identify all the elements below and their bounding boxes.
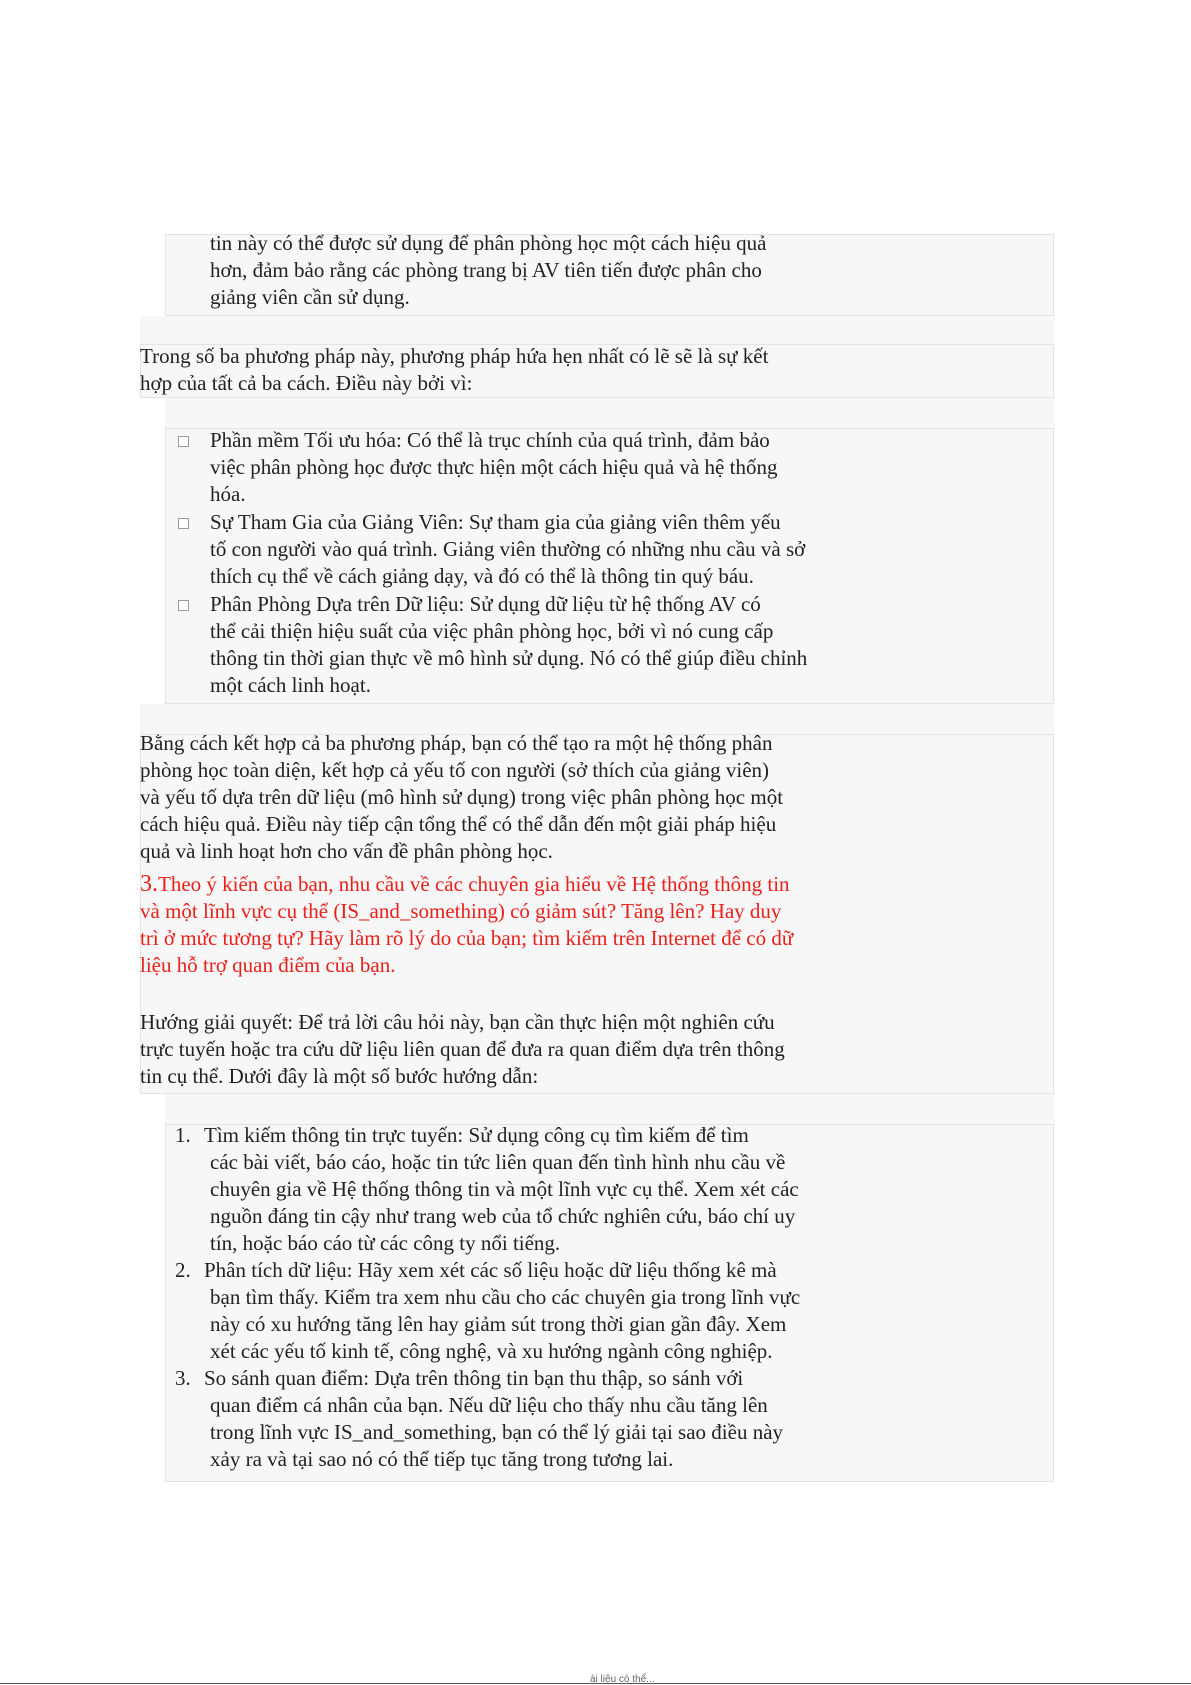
step-number: 3. [175,1366,191,1390]
text-line: Phần mềm Tối ưu hóa: Có thể là trục chính của quá trình, đảm bảo [210,428,770,452]
text-line: xảy ra và tại sao nó có thể tiếp tục tăng trong tương lai. [210,1447,674,1471]
text-line: bạn tìm thấy. Kiểm tra xem nhu cầu cho các chuyên gia trong lĩnh vực [210,1285,801,1309]
step-number: 2. [175,1258,191,1282]
square-bullet-icon [178,600,189,611]
text-line: trong lĩnh vực IS_and_something, bạn có thể lý giải tại sao điều này [210,1420,784,1444]
text-line: quả và linh hoạt hơn cho vấn đề phân phòng học. [140,839,553,863]
text-line: hóa. [210,482,246,506]
text-line: nguồn đáng tin cậy như trang web của tổ chức nghiên cứu, báo chí uy [210,1204,796,1228]
text-line: Trong số ba phương pháp này, phương pháp hứa hẹn nhất có lẽ sẽ là sự kết [140,344,769,368]
text-line: thích cụ thể về cách giảng dạy, và đó có thể là thông tin quý báu. [210,564,754,588]
square-bullet-icon [178,436,189,447]
text-line: thể cải thiện hiệu suất của việc phân phòng học, bởi vì nó cung cấp [210,619,774,643]
spacer-band [140,316,1054,344]
text-line: tin này có thể được sử dụng để phân phòng học một cách hiệu quả [210,231,767,255]
text-line: Tìm kiếm thông tin trực tuyến: Sử dụng công cụ tìm kiếm để tìm [204,1123,749,1147]
text-line: tin cụ thể. Dưới đây là một số bước hướng dẫn: [140,1064,539,1088]
text-line: một cách linh hoạt. [210,673,371,697]
text-line: thông tin thời gian thực về mô hình sử dụng. Nó có thể giúp điều chỉnh [210,646,808,670]
text-line: trì ở mức tương tự? Hãy làm rõ lý do của bạn; tìm kiếm trên Internet để có dữ [140,926,794,950]
text-line [140,871,790,898]
text-line: tố con người vào quá trình. Giảng viên thường có những nhu cầu và sở [210,537,806,561]
text-line: Bằng cách kết hợp cả ba phương pháp, bạn có thể tạo ra một hệ thống phân [140,731,773,755]
text-line: hợp của tất cả ba cách. Điều này bởi vì: [140,371,473,395]
text-line: Phân Phòng Dựa trên Dữ liệu: Sử dụng dữ liệu từ hệ thống AV có [210,592,761,616]
text-line: chuyên gia về Hệ thống thông tin và một lĩnh vực cụ thể. Xem xét các [210,1177,799,1201]
spacer-band [165,398,1054,428]
text-line: cách hiệu quả. Điều này tiếp cận tổng thể có thể dẫn đến một giải pháp hiệu [140,812,777,836]
question-line: Theo ý kiến của bạn, nhu cầu về các chuyên gia hiểu về Hệ thống thông tin [158,872,790,896]
question-number: 3. [140,871,158,897]
text-line: các bài viết, báo cáo, hoặc tin tức liên quan đến tình hình nhu cầu về [210,1150,786,1174]
text-line: và yếu tố dựa trên dữ liệu (mô hình sử dụng) trong việc phân phòng học một [140,785,784,809]
text-line: So sánh quan điểm: Dựa trên thông tin bạn thu thập, so sánh với [204,1366,744,1390]
text-line: tín, hoặc báo cáo từ các công ty nổi tiếng. [210,1231,561,1255]
text-line: Sự Tham Gia của Giảng Viên: Sự tham gia của giảng viên thêm yếu [210,510,781,534]
text-line: quan điểm cá nhân của bạn. Nếu dữ liệu cho thấy nhu cầu tăng lên [210,1393,768,1417]
text-line: giảng viên cần sử dụng. [210,285,410,309]
text-line: liệu hỗ trợ quan điểm của bạn. [140,953,396,977]
text-line: Hướng giải quyết: Để trả lời câu hỏi này, bạn cần thực hiện một nghiên cứu [140,1010,775,1034]
text-line: hơn, đảm bảo rằng các phòng trang bị AV tiên tiến được phân cho [210,258,762,282]
text-line: xét các yếu tố kinh tế, công nghệ, và xu hướng ngành công nghiệp. [210,1339,773,1363]
text-line: phòng học toàn diện, kết hợp cả yếu tố con người (sở thích của giảng viên) [140,758,770,782]
text-line: trực tuyến hoặc tra cứu dữ liệu liên quan để đưa ra quan điểm dựa trên thông [140,1037,785,1061]
text-line: Phân tích dữ liệu: Hãy xem xét các số liệu hoặc dữ liệu thống kê mà [204,1258,777,1282]
text-line: và một lĩnh vực cụ thể (IS_and_something) có giảm sút? Tăng lên? Hay duy [140,899,782,923]
text-line: việc phân phòng học được thực hiện một cách hiệu quả và hệ thống [210,455,778,479]
spacer-band [165,1094,1054,1124]
text-line: này có xu hướng tăng lên hay giảm sút trong thời gian gần đây. Xem [210,1312,787,1336]
step-number: 1. [175,1123,191,1147]
square-bullet-icon [178,518,189,529]
footer-fragment: ài liệu có thể... [590,1674,655,1685]
